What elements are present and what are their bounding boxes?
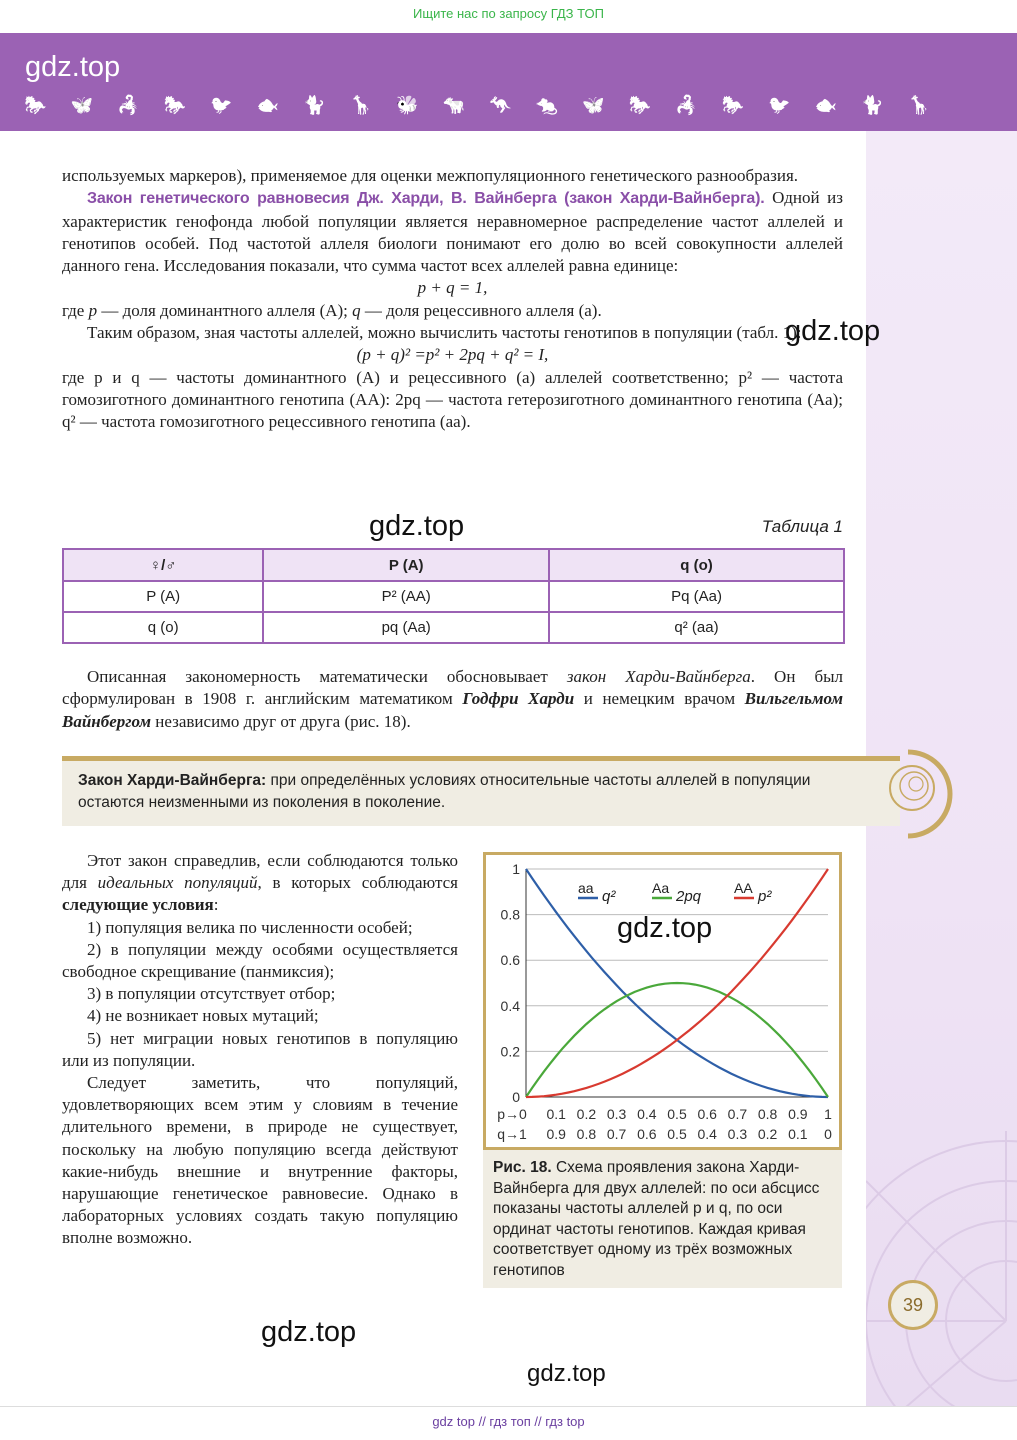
math-para-law: закон Харди-Вайнберга <box>566 667 751 686</box>
x-tick-label-p: 0.2 <box>576 1106 597 1122</box>
animal-silhouette-icon: 🦒 <box>907 95 930 116</box>
watermark: gdz.top <box>261 1316 357 1348</box>
where-1 <box>62 300 843 322</box>
conditions-intro <box>62 850 458 917</box>
formula-p-plus-q: p + q = 1, <box>417 278 488 298</box>
legend-genotype-label: Aa <box>652 880 670 896</box>
where-2: где p и q — частоты доминантного (А) и рецессивного (а) аллелей соответственно; p² — частота гомозиготного доминантного генотипа (АА): 2pq — частота гетерозиготного доминантного генотипа (Аа); q² — частота гомозиготного рецессивного генотипа (аа). <box>62 367 843 432</box>
x-tick-label-q: 0.4 <box>697 1126 717 1142</box>
x-tick-label-p: 0.3 <box>606 1106 627 1122</box>
y-tick-label: 1 <box>512 861 520 877</box>
legend-formula: 2pq <box>676 888 702 905</box>
animal-silhouette-icon: 🦒 <box>349 95 372 116</box>
x-tick-label-q: 0.1 <box>788 1126 808 1142</box>
figure-caption-text: Схема проявления закона Харди-Вайнберга для двух аллелей: по оси абсцисс показаны частоты аллелей p и q, по оси ординат частоты генотипов. Каждая кривая соответствует одному из трёх возможных генотипов <box>493 1159 820 1279</box>
where-1-end: — доля рецессивного аллеля (а). <box>360 300 602 320</box>
where-1-mid: — доля доминантного аллеля (А); <box>97 300 353 320</box>
top-search-note: Ищите нас по запросу ГДЗ ТОП <box>413 6 604 21</box>
condition-item: 4) не возникает новых мутаций; <box>87 1006 319 1026</box>
x-tick-label-p: 0.1 <box>546 1106 566 1122</box>
animal-silhouette-icon: 🐈 <box>861 95 884 116</box>
legend-formula: p² <box>758 888 772 905</box>
y-tick-label: 0.8 <box>500 906 520 923</box>
footer-divider <box>0 1406 1017 1407</box>
x-tick-label-p: p→0 <box>497 1106 527 1122</box>
y-tick-label: 0 <box>512 1089 520 1105</box>
formula-binomial: (p + q)² =p² + 2pq + q² = I, <box>356 345 549 365</box>
site-logo[interactable]: gdz.top <box>25 51 121 83</box>
x-tick-label-p: 0.8 <box>757 1106 778 1122</box>
table-cell: Pq (Aa) <box>549 581 844 612</box>
table-row <box>63 581 844 612</box>
figure-caption-label: Рис. 18. <box>493 1159 552 1176</box>
cond-intro-part: , в которых соблюдаются <box>257 873 458 893</box>
animal-silhouette-icon: 🐈 <box>303 95 326 116</box>
x-tick-label-q: 0.3 <box>727 1126 748 1142</box>
x-tick-label-p: 0.5 <box>667 1106 687 1122</box>
x-tick-label-q: 0.2 <box>757 1126 778 1142</box>
law-box-title: Закон Харди-Вайнберга: <box>78 772 267 789</box>
x-tick-label-p: 0.4 <box>637 1106 657 1122</box>
math-para-part: Описанная закономерность математически обосновывает <box>87 667 567 686</box>
animal-icons-strip <box>24 95 974 123</box>
header-banner <box>0 33 1017 131</box>
table-cell: pq (Aa) <box>263 612 549 643</box>
law-paragraph <box>62 187 843 277</box>
math-para-weinberg: Вильгельмом Вайнбергом <box>62 689 843 731</box>
table-cell: P (A) <box>63 581 263 612</box>
closing-paragraph: Следует заметить, что популяций, удовлетворяющих всем этим у словиям в течение длительного времени, в природе не существует, поскольку на любую популяцию всегда действуют какие-нибудь внешние и внутренние факторы, нарушающие генетическое равновесие. Однако в лабораторных условиях создать такую популяцию вполне возможно. <box>62 1073 458 1248</box>
genotypes-paragraph: Таким образом, зная частоты аллелей, можно вычислить частоты генотипов в популяции (табл. 1): <box>87 323 802 343</box>
animal-silhouette-icon: 🦂 <box>117 95 140 116</box>
x-tick-label-q: 0 <box>824 1126 832 1142</box>
animal-silhouette-icon: 🦋 <box>70 95 93 116</box>
watermark: gdz.top <box>617 912 713 944</box>
y-tick-label: 0.4 <box>500 997 520 1014</box>
animal-silhouette-icon: 🐎 <box>163 95 186 116</box>
table-cell: q (o) <box>63 612 263 643</box>
cond-intro-ideal: идеальных популяций <box>97 873 258 893</box>
x-tick-label-p: 0.9 <box>788 1106 808 1122</box>
animal-silhouette-icon: 🦋 <box>582 95 605 116</box>
table-header-row <box>63 549 844 581</box>
cond-intro-part: Этот закон справедлив, если соблюдаются только для <box>62 851 458 893</box>
condition-item: 5) нет миграции новых генотипов в популяцию или из популяции. <box>62 1028 458 1070</box>
table-row <box>63 612 844 643</box>
cond-intro-part: : <box>213 895 219 915</box>
animal-silhouette-icon: 🦘 <box>489 95 512 116</box>
footer-links[interactable]: gdz top // гдз топ // гдз top <box>432 1414 585 1429</box>
chart-frame <box>483 852 842 1150</box>
where-1-q: q <box>352 300 361 320</box>
x-tick-label-q: 0.7 <box>606 1126 627 1142</box>
legend-genotype-label: AA <box>734 880 753 896</box>
watermark: gdz.top <box>527 1360 606 1387</box>
table-caption: Таблица 1 <box>761 517 843 536</box>
hardy-weinberg-chart <box>486 855 839 1147</box>
watermark: gdz.top <box>369 510 465 542</box>
x-tick-label-p: 0.7 <box>727 1106 748 1122</box>
table-cell: q² (aa) <box>549 612 844 643</box>
animal-silhouette-icon: 🐝 <box>396 95 419 116</box>
x-tick-label-q: 0.9 <box>546 1126 566 1142</box>
where-1-p: p <box>88 300 98 320</box>
x-tick-label-q: q→1 <box>497 1126 527 1142</box>
condition-item: 3) в популяции отсутствует отбор; <box>87 984 336 1004</box>
math-para-part: и немецким врачом <box>574 689 745 709</box>
page-number: 39 <box>888 1280 938 1330</box>
condition-item: 1) популяция велика по численности особей; <box>87 917 413 937</box>
animal-silhouette-icon: 🐎 <box>24 95 47 116</box>
main-text-block <box>62 165 843 434</box>
math-para-part: . Он был сформулирован в 1908 г. английским математиком <box>62 667 844 709</box>
table-header-cell: ♀/♂ <box>63 549 263 581</box>
legend-genotype-label: aa <box>578 880 594 896</box>
animal-silhouette-icon: 🐟 <box>256 95 279 116</box>
law-paragraph-text: Одной из характеристик генофонда любой популяции является неравномерное распределение частот аллелей и генотипов особей. Под частотой аллеля биологи понимают его долю во всей совокупности аллелей данного гена. Исследования показали, что сумма частот всех аллелей равна единице: <box>62 188 843 276</box>
math-paragraph <box>62 666 843 733</box>
x-tick-label-p: 1 <box>824 1106 832 1122</box>
math-paragraph-block <box>62 666 843 733</box>
law-definition-box <box>62 756 900 826</box>
y-tick-label: 0.6 <box>500 952 520 969</box>
animal-silhouette-icon: 🐄 <box>442 95 465 116</box>
animal-silhouette-icon: 🐦 <box>210 95 233 116</box>
animal-silhouette-icon: 🐦 <box>768 95 791 116</box>
animal-silhouette-icon: 🐀 <box>535 95 558 116</box>
figure-caption <box>493 1158 838 1281</box>
shell-spiral-icon <box>878 748 962 840</box>
conditions-column <box>62 850 458 1250</box>
law-box-body: при определённых условиях относительные частоты аллелей в популяции остаются неизменными из поколения в поколение. <box>78 772 811 811</box>
animal-silhouette-icon: 🐎 <box>721 95 744 116</box>
x-tick-label-p: 0.6 <box>697 1106 717 1122</box>
animal-silhouette-icon: 🐟 <box>814 95 837 116</box>
law-box-top-bar <box>62 756 900 761</box>
table-header-cell: q (o) <box>549 549 844 581</box>
table-header-cell: P (A) <box>263 549 549 581</box>
table-cell: P² (AA) <box>263 581 549 612</box>
math-para-part: независимо друг от друга (рис. 18). <box>151 711 411 731</box>
cond-intro-bold: следующие условия <box>62 895 214 915</box>
x-tick-label-q: 0.6 <box>637 1126 657 1142</box>
genotype-table <box>62 548 845 644</box>
math-para-hardy: Годфри Харди <box>462 689 575 709</box>
law-definition-text <box>78 770 878 814</box>
condition-item: 2) в популяции между особями осуществляется свободное скрещивание (панмиксия); <box>62 939 458 982</box>
x-tick-label-q: 0.8 <box>576 1126 597 1142</box>
legend-formula: q² <box>602 888 616 905</box>
where-1-prefix: где <box>62 300 89 320</box>
law-heading: Закон генетического равновесия Дж. Харди, В. Вайнберга (закон Харди-Вайнберга). <box>87 190 765 208</box>
intro-paragraph: используемых маркеров), применяемое для оценки межпопуляционного генетического разнообразия. <box>62 166 799 185</box>
animal-silhouette-icon: 🦂 <box>675 95 698 116</box>
watermark: gdz.top <box>785 315 881 347</box>
animal-silhouette-icon: 🐎 <box>628 95 651 116</box>
x-tick-label-q: 0.5 <box>667 1126 687 1142</box>
y-tick-label: 0.2 <box>500 1043 520 1060</box>
